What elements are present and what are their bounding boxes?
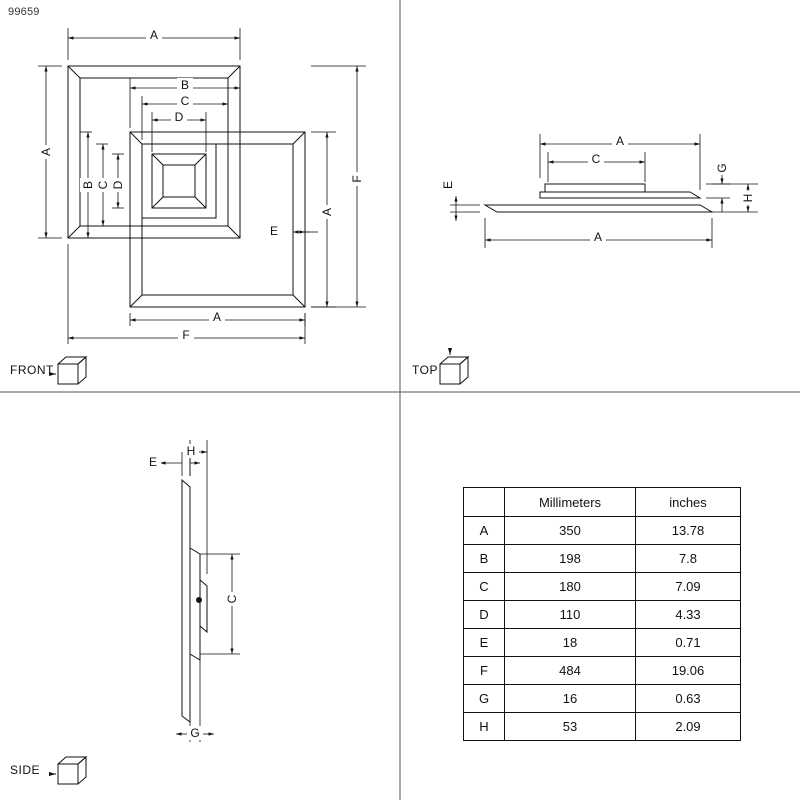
row-letter: H [464,713,505,741]
svg-text:D: D [174,110,184,124]
svg-text:A: A [212,310,222,324]
row-in: 2.09 [636,713,741,741]
svg-text:H: H [186,444,196,458]
table-row [464,573,741,601]
svg-text:G: G [715,163,729,173]
row-in: 0.63 [636,685,741,713]
row-mm: 350 [505,517,636,545]
svg-text:C: C [180,94,190,108]
front-view-cube-icon [50,357,86,384]
table-row [464,545,741,573]
table-header-millimeters: Millimeters [505,488,636,517]
row-in: 0.71 [636,629,741,657]
table-header-row [464,488,741,517]
svg-text:H: H [741,193,755,203]
svg-text:A: A [615,134,625,148]
svg-text:F: F [182,328,190,342]
row-mm: 53 [505,713,636,741]
svg-text:A: A [593,230,603,244]
svg-text:E: E [148,455,158,469]
row-letter: A [464,517,505,545]
svg-text:C: C [591,152,601,166]
row-in: 13.78 [636,517,741,545]
svg-text:B: B [81,180,95,190]
row-letter: E [464,629,505,657]
row-in: 7.09 [636,573,741,601]
svg-text:C: C [225,594,239,604]
table-header-inches: inches [636,488,741,517]
table-row [464,713,741,741]
row-letter: D [464,601,505,629]
svg-text:D: D [111,180,125,190]
top-view-label: TOP [412,363,438,377]
table-row [464,657,741,685]
table-row [464,601,741,629]
row-mm: 484 [505,657,636,685]
drawing-code: 99659 [8,6,40,18]
table-row [464,629,741,657]
svg-text:G: G [190,726,200,740]
row-mm: 110 [505,601,636,629]
side-view-cube-icon [50,757,86,784]
svg-text:C: C [96,180,110,190]
row-mm: 16 [505,685,636,713]
table-row [464,517,741,545]
row-letter: G [464,685,505,713]
table-header-blank [464,488,505,517]
svg-text:F: F [350,175,364,183]
side-view-label: SIDE [10,763,41,777]
svg-text:A: A [320,207,334,217]
table-row [464,685,741,713]
row-mm: 180 [505,573,636,601]
svg-text:A: A [39,147,53,157]
row-mm: 198 [505,545,636,573]
svg-text:A: A [149,28,159,42]
svg-text:E: E [269,224,279,238]
svg-text:B: B [180,78,190,92]
row-letter: C [464,573,505,601]
row-letter: B [464,545,505,573]
dimension-table [463,487,741,741]
row-in: 19.06 [636,657,741,685]
row-mm: 18 [505,629,636,657]
row-in: 4.33 [636,601,741,629]
row-in: 7.8 [636,545,741,573]
top-view-cube-icon [440,348,468,384]
front-view-label: FRONT [10,363,54,377]
svg-text:E: E [441,180,455,190]
row-letter: F [464,657,505,685]
